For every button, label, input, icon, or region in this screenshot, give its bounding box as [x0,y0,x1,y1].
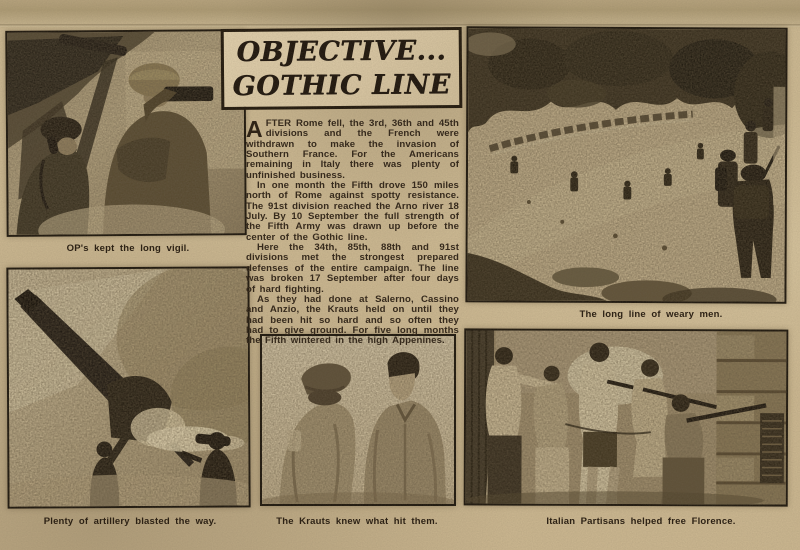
article-paragraph-4: As they had done at Salerno, Cassino and Anzio, the Krauts held on until they had been hit so hard and so often they had to give ground. For five long months the Fifth wintered in the high Appenines. [246,293,459,347]
artillery-illustration [8,268,248,506]
caption-op-vigil: OP's kept the long vigil. [66,243,190,254]
weary-men-illustration [467,28,785,301]
caption-artillery: Plenty of artillery blasted the way. [43,516,217,527]
article-body [246,116,459,347]
caption-partisans: Italian Partisans helped free Florence. [546,516,736,527]
headline-line-2: GOTHIC LINE [232,68,451,102]
photo-artillery [6,266,250,508]
photo-krauts [260,334,456,506]
photo-weary-men [465,26,787,303]
headline-line-1: OBJECTIVE... [236,34,447,68]
partisans-illustration [466,330,787,504]
op-vigil-illustration [7,31,244,235]
article-paragraph-1: AFTER Rome fell, the 3rd, 36th and 45th divisions and the French were withdrawn to make the invasion of Southern France. For the Americans remaining in Italy there was plenty of unfinished business. [246,116,459,181]
photo-partisans [464,328,789,506]
article-paragraph-2: In one month the Fifth drove 150 miles north of Rome against spotty resistance. The 91st division reached the Arno river 18 July. By 10 September the full strength of the Fifth Army was drawn up before the center of the Gothic line. [246,180,459,243]
caption-krauts: The Krauts knew what hit them. [276,516,438,527]
krauts-illustration [262,336,454,504]
article-paragraph-3: Here the 34th, 85th, 88th and 91st divisions met the strongest prepared defenses of the entire campaign. The line was broken 17 September after four days of hard fighting. [246,242,459,295]
headline-box [221,27,463,110]
photo-op-vigil [5,29,246,237]
caption-weary-men: The long line of weary men. [579,309,723,320]
drop-cap: A [246,116,263,142]
